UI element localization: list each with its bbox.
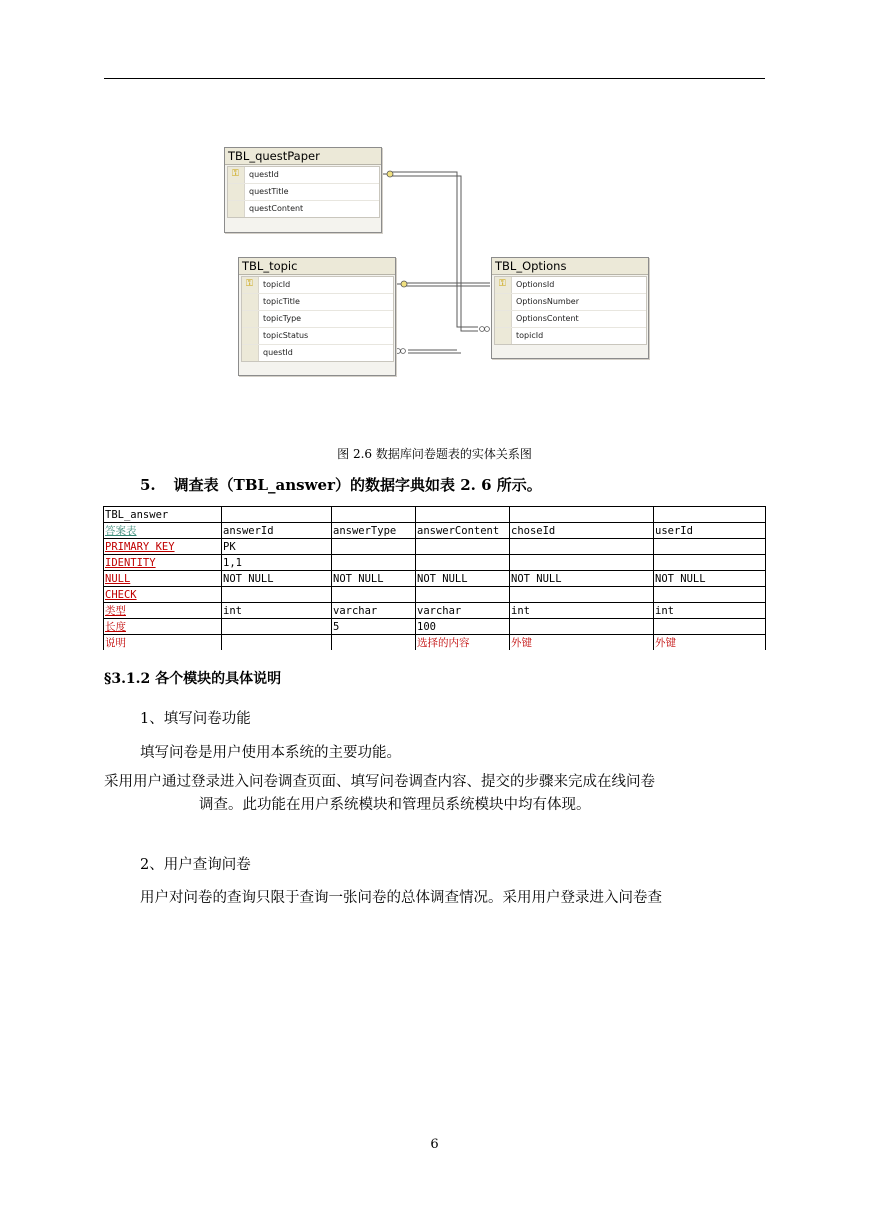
row-label: 长度: [104, 619, 222, 635]
paragraph: 填写问卷是用户使用本系统的主要功能。: [140, 745, 401, 761]
entity-questpaper: [224, 147, 382, 233]
er-relationship-lines: [0, 0, 869, 420]
entity-topic: [238, 257, 396, 376]
table-row: [104, 523, 766, 539]
table-cell: int: [654, 603, 766, 619]
table-row: [104, 555, 766, 571]
table-cell: NOT NULL: [510, 571, 654, 587]
table-cell: 外键: [654, 635, 766, 651]
table-row: [104, 635, 766, 651]
table-row: [104, 539, 766, 555]
entity-field: questTitle: [228, 184, 379, 201]
table-cell: int: [510, 603, 654, 619]
section-heading-312: §3.1.2 各个模块的具体说明: [104, 671, 282, 687]
table-cell: NOT NULL: [332, 571, 416, 587]
table-cell: NOT NULL: [654, 571, 766, 587]
table-cell: choseId: [510, 523, 654, 539]
row-label: 答案表: [104, 523, 222, 539]
table-cell: varchar: [416, 603, 510, 619]
table-cell: 选择的内容: [416, 635, 510, 651]
table-cell: userId: [654, 523, 766, 539]
key-icon: ⚿: [232, 169, 239, 179]
table-row: [104, 587, 766, 603]
row-label: PRIMARY KEY: [104, 539, 222, 555]
entity-field: topicId: [495, 328, 646, 344]
entity-field: ⚿ OptionsId: [495, 277, 646, 294]
entity-field: OptionsContent: [495, 311, 646, 328]
entity-field: questId: [242, 345, 393, 361]
key-icon: ⚿: [499, 279, 506, 289]
section-heading-5: [140, 474, 542, 495]
table-cell: varchar: [332, 603, 416, 619]
section-text: 调查表（TBL_answer）的数据字典如表 2. 6 所示。: [173, 476, 542, 494]
table-row: [104, 619, 766, 635]
entity-field: topicType: [242, 311, 393, 328]
paragraph-fill-survey: 1、填写问卷功能: [140, 711, 251, 727]
table-row: [104, 603, 766, 619]
row-label: CHECK: [104, 587, 222, 603]
table-cell: answerId: [222, 523, 332, 539]
entity-title: TBL_topic: [239, 258, 395, 275]
table-cell: 1,1: [222, 555, 332, 571]
entity-title: TBL_questPaper: [225, 148, 381, 165]
page-number: 6: [430, 1137, 439, 1152]
entity-field: ⚿ questId: [228, 167, 379, 184]
entity-options: [491, 257, 649, 359]
table-cell: 外键: [510, 635, 654, 651]
table-cell: NOT NULL: [222, 571, 332, 587]
key-icon: ⚿: [246, 279, 253, 289]
entity-title: TBL_Options: [492, 258, 648, 275]
paragraph-query-survey: 2、用户查询问卷: [140, 857, 251, 873]
entity-fields: [494, 276, 647, 345]
table-cell: 100: [416, 619, 510, 635]
entity-field: topicTitle: [242, 294, 393, 311]
figure-caption: 图 2.6 数据库问卷题表的实体关系图: [337, 447, 532, 461]
table-title-cell: TBL_answer: [104, 507, 222, 523]
table-cell: answerContent: [416, 523, 510, 539]
paragraph: 调查。此功能在用户系统模块和管理员系统模块中均有体现。: [199, 797, 591, 813]
row-label: NULL: [104, 571, 222, 587]
table-cell: answerType: [332, 523, 416, 539]
entity-field: ⚿ topicId: [242, 277, 393, 294]
paragraph: 用户对问卷的查询只限于查询一张问卷的总体调查情况。采用用户登录进入问卷查: [140, 890, 662, 906]
row-label: IDENTITY: [104, 555, 222, 571]
data-dictionary-table: [103, 506, 766, 650]
table-cell: 5: [332, 619, 416, 635]
table-cell: PK: [222, 539, 332, 555]
table-row: [104, 507, 766, 523]
paragraph: 采用用户通过登录进入问卷调查页面、填写问卷调查内容、提交的步骤来完成在线问卷: [104, 774, 655, 790]
entity-field: topicStatus: [242, 328, 393, 345]
entity-field: OptionsNumber: [495, 294, 646, 311]
table-row: [104, 571, 766, 587]
entity-fields: [227, 166, 380, 218]
row-label: 说明: [104, 635, 222, 651]
row-label: 类型: [104, 603, 222, 619]
table-cell: int: [222, 603, 332, 619]
table-cell: NOT NULL: [416, 571, 510, 587]
section-number: 5.: [140, 476, 156, 494]
entity-field: questContent: [228, 201, 379, 217]
entity-fields: [241, 276, 394, 362]
